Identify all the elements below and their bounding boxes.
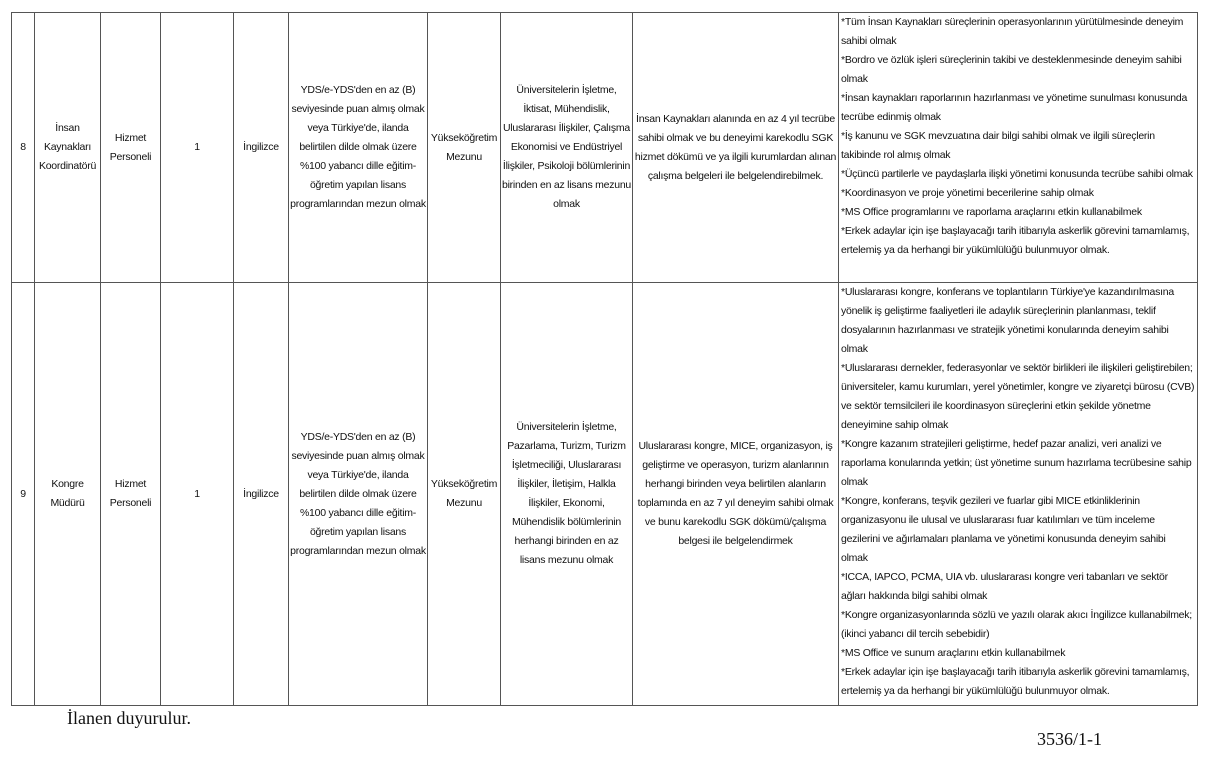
language: İngilizce	[234, 283, 289, 706]
requirement-item: *İnsan kaynakları raporlarının hazırlanması ve yönetime sunulması konusunda tecrübe edinmiş olmak	[841, 92, 1188, 123]
requirement-item: *Erkek adaylar için işe başlayacağı tarih itibarıyla askerlik görevini tamamlamış, ertelemiş ya da herhangi bir yükümlülüğü bulunmuyor olmak.	[841, 666, 1190, 697]
requirement-item: *Koordinasyon ve proje yönetimi becerilerine sahip olmak	[841, 187, 1094, 199]
requirements-list	[839, 283, 1198, 706]
requirement-item: *Üçüncü partilerle ve paydaşlarla ilişki yönetimi konusunda tecrübe sahibi olmak	[841, 168, 1193, 180]
education-level: Yükseköğretim Mezunu	[428, 13, 501, 283]
job-listing-table	[11, 12, 1198, 706]
requirement-item: *Kongre organizasyonlarında sözlü ve yazılı olarak akıcı İngilizce kullanabilmek; (ikinci yabancı dil tercih sebebidir)	[841, 609, 1192, 640]
table-row	[12, 283, 1198, 706]
requirement-item: *Bordro ve özlük işleri süreçlerinin takibi ve desteklenmesinde deneyim sahibi olmak	[841, 54, 1182, 85]
row-number: 8	[12, 13, 35, 283]
experience: İnsan Kaynakları alanında en az 4 yıl tecrübe sahibi olmak ve bu deneyimi karekodlu SGK hizmet dökümü ve ya ilgili kurumlardan alınan çalışma belgeleri ile belgelendirebilmek.	[633, 13, 839, 283]
position-count: 1	[161, 283, 234, 706]
requirement-item: *Uluslararası dernekler, federasyonlar ve sektör birlikleri ile ilişkileri geliştirebilen; üniversiteler, kamu kurumları, yerel yönetimler, kongre ve ziyaretçi bürosu (CVB) ve sektör temsilcileri ile koordinasyon süreçlerini etkin şekilde yönetme deneyimine sahip olmak	[841, 362, 1195, 431]
position-title: Kongre Müdürü	[35, 283, 101, 706]
language: İngilizce	[234, 13, 289, 283]
requirement-item: *Tüm İnsan Kaynakları süreçlerinin operasyonlarının yürütülmesinde deneyim sahibi olmak	[841, 16, 1184, 47]
position-title: İnsan Kaynakları Koordinatörü	[35, 13, 101, 283]
requirements-list	[839, 13, 1198, 283]
requirement-item: *Uluslararası kongre, konferans ve toplantıların Türkiye'ye kazandırılmasına yönelik iş geliştirme faaliyetleri ile adaylık süreçlerinin planlanması, teklif dosyalarının hazırlanması ve stratejik yönetimi konularında deneyim sahibi olmak	[841, 286, 1174, 355]
experience: Uluslararası kongre, MICE, organizasyon, iş geliştirme ve operasyon, turizm alanlarının herhangi birinden veya belirtilen alanların toplamında en az 7 yıl deneyim sahibi olmak ve bunu karekodlu SGK dökümü/çalışma belgesi ile belgelendirmek	[633, 283, 839, 706]
departments: Üniversitelerin İşletme, İktisat, Mühendislik, Uluslararası İlişkiler, Çalışma Ekonomisi ve Endüstriyel İlişkiler, Psikoloji bölümlerinin birinden en az lisans mezunu olmak	[501, 13, 633, 283]
requirement-item: *Erkek adaylar için işe başlayacağı tarih itibarıyla askerlik görevini tamamlamış, ertelemiş ya da herhangi bir yükümlülüğü bulunmuyor olmak.	[841, 225, 1190, 256]
requirement-item: *İş kanunu ve SGK mevzuatına dair bilgi sahibi olmak ve ilgili süreçlerin takibinde rol almış olmak	[841, 130, 1155, 161]
table-row	[12, 13, 1198, 283]
education-level: Yükseköğretim Mezunu	[428, 283, 501, 706]
language-requirement: YDS/e-YDS'den en az (B) seviyesinde puan almış olmak veya Türkiye'de, ilanda belirtilen dilde olmak üzere %100 yabancı dille eğitim-öğretim yapılan lisans programlarından mezun olmak	[289, 13, 428, 283]
staff-category: Hizmet Personeli	[101, 283, 161, 706]
position-count: 1	[161, 13, 234, 283]
requirement-item: *ICCA, IAPCO, PCMA, UIA vb. uluslararası kongre veri tabanları ve sektör ağları hakkında bilgi sahibi olmak	[841, 571, 1168, 602]
requirement-item: *MS Office ve sunum araçlarını etkin kullanabilmek	[841, 647, 1066, 659]
staff-category: Hizmet Personeli	[101, 13, 161, 283]
requirement-item: *MS Office programlarını ve raporlama araçlarını etkin kullanabilmek	[841, 206, 1142, 218]
requirement-item: *Kongre, konferans, teşvik gezileri ve fuarlar gibi MICE etkinliklerinin organizasyonu ile ulusal ve uluslararası fuar katılımları ve tüm inceleme gezilerini ve ağırlamaları planlama ve yönetimi konusunda deneyim sahibi olmak	[841, 495, 1166, 564]
row-number: 9	[12, 283, 35, 706]
requirement-item: *Kongre kazanım stratejileri geliştirme, hedef pazar analizi, veri analizi ve raporlama konularında yetkin; üst yönetime sunum hazırlama tecrübesine sahip olmak	[841, 438, 1192, 488]
language-requirement: YDS/e-YDS'den en az (B) seviyesinde puan almış olmak veya Türkiye'de, ilanda belirtilen dilde olmak üzere %100 yabancı dille eğitim-öğretim yapılan lisans programlarından mezun olmak	[289, 283, 428, 706]
departments: Üniversitelerin İşletme, Pazarlama, Turizm, Turizm İşletmeciliği, Uluslararası İlişkiler, İletişim, Halkla İlişkiler, Ekonomi, Mühendislik bölümlerinin herhangi birinden en az lisans mezunu olmak	[501, 283, 633, 706]
document-code: 3536/1-1	[1037, 729, 1102, 749]
announcement-note: İlanen duyurulur.	[67, 708, 191, 728]
